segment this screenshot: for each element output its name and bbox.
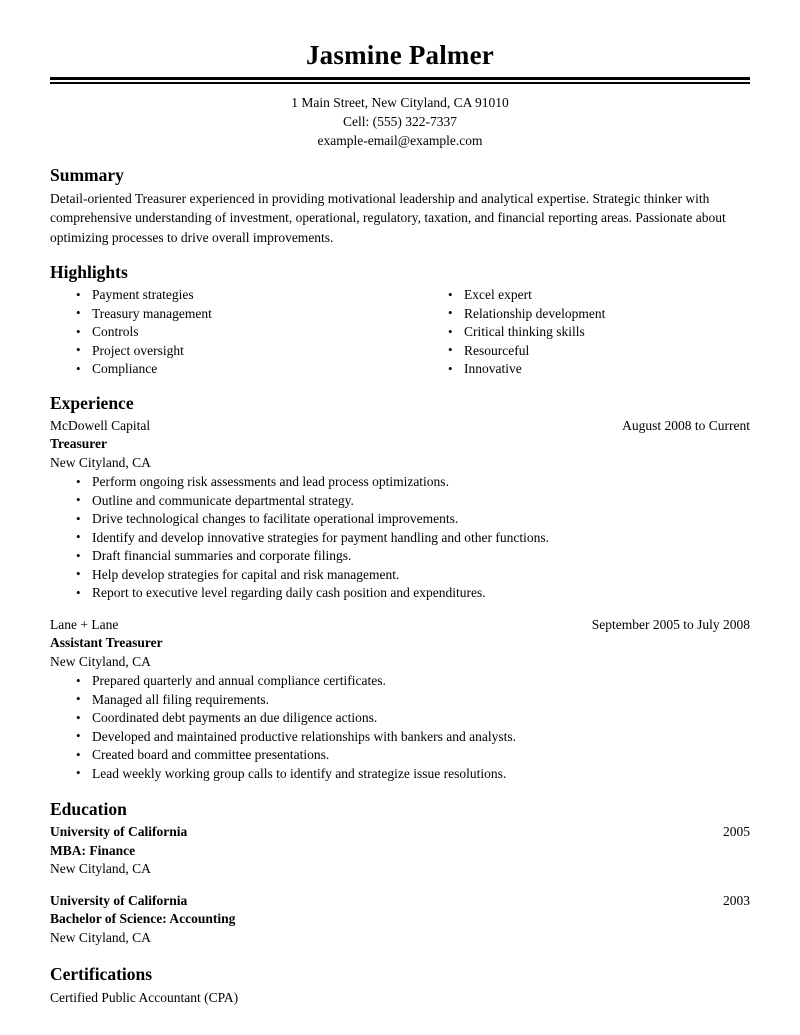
- graduation-year: 2003: [723, 892, 750, 908]
- list-item: • Managed all filing requirements.: [50, 691, 750, 710]
- experience-entry-header: [50, 616, 750, 635]
- candidate-name: Jasmine Palmer: [305, 40, 494, 70]
- certification-item: Certified Public Accountant (CPA): [50, 990, 239, 1006]
- section-experience: [50, 393, 750, 784]
- highlights-heading: Highlights: [50, 262, 128, 283]
- summary-heading: Summary: [50, 164, 124, 185]
- education-entry: [50, 823, 750, 879]
- school-location: New Cityland, CA: [50, 861, 151, 877]
- employment-dates: September 2005 to July 2008: [591, 616, 750, 632]
- list-item: • Outline and communicate departmental strategy.: [50, 492, 750, 511]
- employer-name: Lane + Lane: [50, 616, 119, 632]
- job-title: Treasurer: [50, 436, 107, 452]
- school-name: University of California: [50, 824, 188, 840]
- school-name: University of California: [50, 892, 188, 908]
- highlights-columns: [50, 286, 750, 379]
- experience-entry: [50, 417, 750, 603]
- list-item: • Perform ongoing risk assessments and lead process optimizations.: [50, 473, 750, 492]
- list-item: • Innovative: [422, 360, 750, 379]
- list-item: • Report to executive level regarding daily cash position and expenditures.: [50, 584, 750, 603]
- degree-name: MBA: Finance: [50, 842, 136, 858]
- list-item: • Payment strategies: [50, 286, 400, 305]
- job-location: New Cityland, CA: [50, 653, 151, 669]
- divider-rule-thin: [50, 82, 750, 84]
- contact-address: 1 Main Street, New Cityland, CA 91010: [291, 94, 509, 110]
- experience-entry: [50, 616, 750, 784]
- job-responsibilities-list: [50, 672, 750, 783]
- highlights-column-right: [400, 286, 750, 379]
- list-item: • Project oversight: [50, 342, 400, 361]
- list-item: • Identify and develop innovative strategies for payment handling and other functions.: [50, 529, 750, 548]
- list-item: • Created board and committee presentations.: [50, 746, 750, 765]
- summary-paragraph: Detail-oriented Treasurer experienced in providing motivational leadership and analytical expertise. Strategic thinker with comprehensive understanding of investment, operational, regulatory, taxation, and financial reporting areas. Passionate about optimizing processes to drive overall improvements.: [50, 190, 726, 245]
- list-item: • Drive technological changes to facilitate operational improvements.: [50, 510, 750, 529]
- list-item: • Excel expert: [422, 286, 750, 305]
- job-title: Assistant Treasurer: [50, 635, 163, 651]
- highlights-list-left: [50, 286, 400, 379]
- list-item: • Coordinated debt payments an due diligence actions.: [50, 709, 750, 728]
- certifications-heading: Certifications: [50, 964, 153, 985]
- school-location: New Cityland, CA: [50, 929, 151, 945]
- list-item: • Controls: [50, 323, 400, 342]
- list-item: • Compliance: [50, 360, 400, 379]
- education-heading: Education: [50, 799, 127, 820]
- contact-phone: Cell: (555) 322-7337: [343, 113, 457, 129]
- section-highlights: [50, 262, 750, 379]
- employment-dates: August 2008 to Current: [622, 417, 750, 433]
- list-item: • Draft financial summaries and corporate filings.: [50, 547, 750, 566]
- list-item: • Treasury management: [50, 305, 400, 324]
- education-entry-header: [50, 823, 750, 842]
- resume-header: [50, 40, 750, 150]
- list-item: • Prepared quarterly and annual compliance certificates.: [50, 672, 750, 691]
- experience-entry-header: [50, 417, 750, 436]
- resume-content: [50, 0, 750, 1007]
- education-entry-header: [50, 892, 750, 911]
- education-entry: [50, 892, 750, 948]
- experience-heading: Experience: [50, 392, 134, 413]
- job-responsibilities-list: [50, 473, 750, 603]
- section-summary: [50, 165, 750, 248]
- contact-email: example-email@example.com: [317, 132, 483, 148]
- list-item: • Resourceful: [422, 342, 750, 361]
- section-certifications: [50, 964, 750, 1007]
- graduation-year: 2005: [723, 824, 750, 840]
- list-item: • Critical thinking skills: [422, 323, 750, 342]
- list-item: • Help develop strategies for capital and risk management.: [50, 566, 750, 585]
- degree-name: Bachelor of Science: Accounting: [50, 911, 236, 927]
- list-item: • Relationship development: [422, 305, 750, 324]
- section-education: [50, 799, 750, 947]
- highlights-column-left: [50, 286, 400, 379]
- list-item: • Developed and maintained productive relationships with bankers and analysts.: [50, 728, 750, 747]
- highlights-list-right: [422, 286, 750, 379]
- list-item: • Lead weekly working group calls to identify and strategize issue resolutions.: [50, 765, 750, 784]
- employer-name: McDowell Capital: [50, 417, 151, 433]
- header-divider: [50, 77, 750, 84]
- job-location: New Cityland, CA: [50, 454, 151, 470]
